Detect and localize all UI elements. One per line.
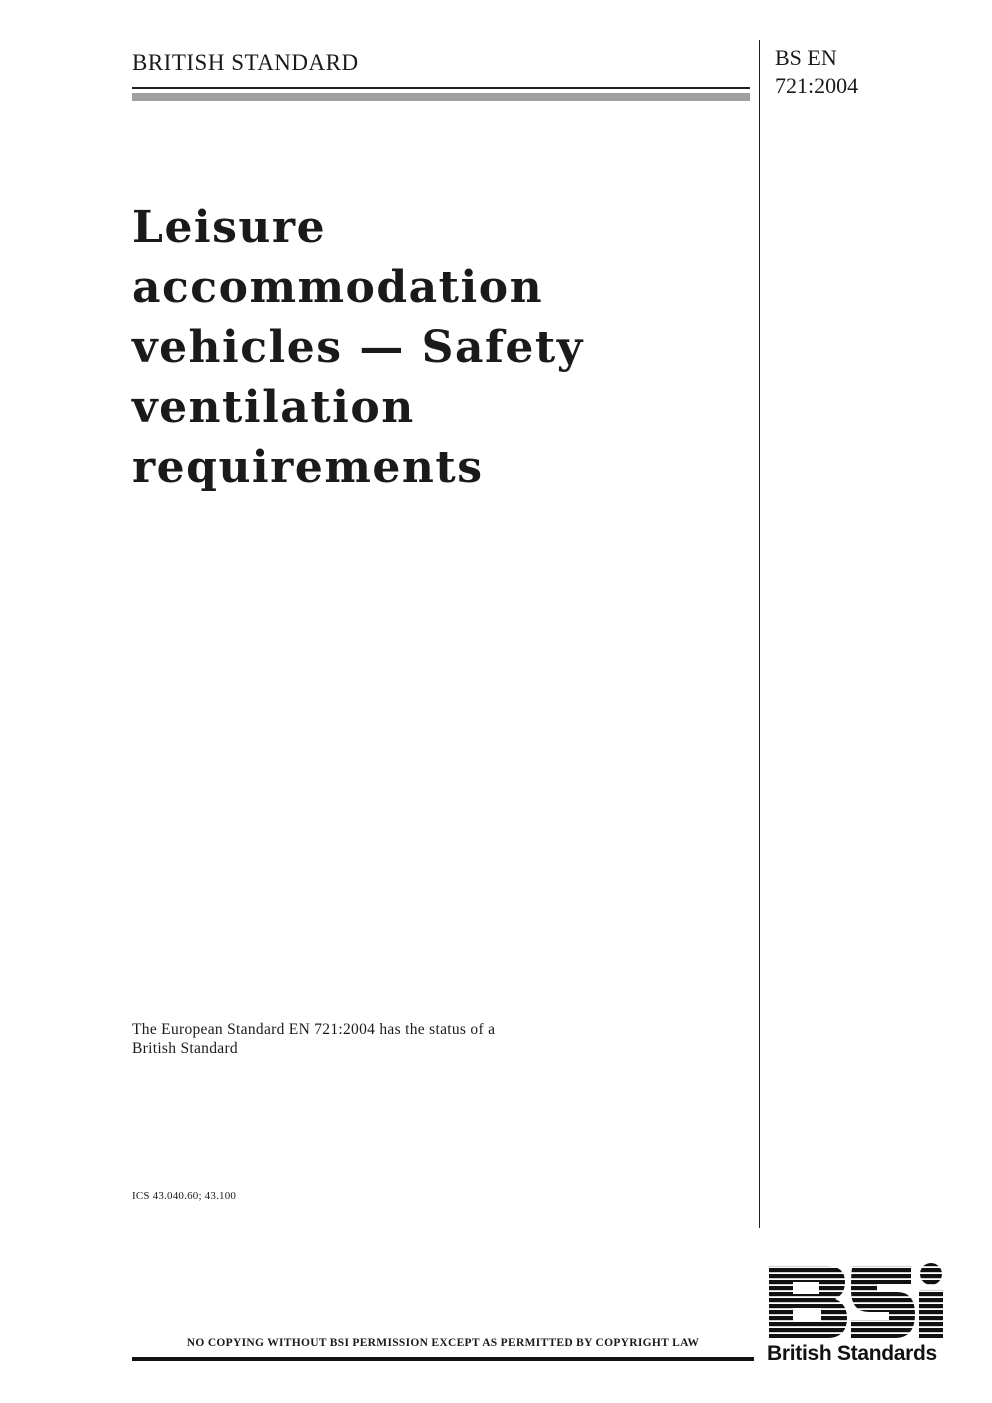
designation-line-1: BS EN — [775, 45, 837, 70]
header-rule-thick — [132, 93, 750, 101]
designation-line-2: 721:2004 — [775, 73, 859, 98]
document-title — [132, 198, 742, 498]
header-left-label: BRITISH STANDARD — [132, 50, 359, 75]
bsi-logo — [765, 1262, 947, 1370]
bsi-logo-icon — [765, 1262, 947, 1342]
vertical-divider — [759, 40, 760, 1228]
title-line: ventilation — [132, 382, 415, 433]
copyright-notice: NO COPYING WITHOUT BSI PERMISSION EXCEPT AS PERMITTED BY COPYRIGHT LAW — [186, 1337, 700, 1349]
status-statement — [132, 1020, 495, 1058]
title-line: Leisure — [132, 202, 327, 253]
status-line-2: British Standard — [132, 1040, 238, 1057]
title-line: accommodation — [132, 262, 544, 313]
header-rule-thin — [132, 87, 750, 89]
footer-rule — [132, 1357, 754, 1361]
status-line-1: The European Standard EN 721:2004 has the status of a — [132, 1021, 496, 1038]
logo-caption: British Standards — [767, 1342, 937, 1365]
ics-code: ICS 43.040.60; 43.100 — [132, 1190, 237, 1202]
title-line: vehicles — Safety — [132, 322, 584, 373]
standard-designation — [775, 44, 858, 100]
title-line: requirements — [132, 442, 484, 493]
